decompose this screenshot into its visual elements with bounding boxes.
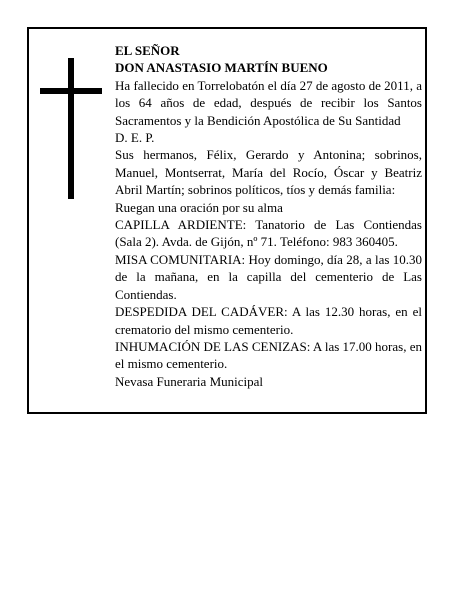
deceased-name: DON ANASTASIO MARTÍN BUENO [115,60,328,76]
inhumation-info: INHUMACIÓN DE LAS CENIZAS: A las 17.00 horas, en el mismo cementerio. [115,338,422,372]
funeral-home: Nevasa Funeraria Municipal [115,373,264,389]
chapel-info: CAPILLA ARDIENTE: Tanatorio de Las Contiendas (Sala 2). Avda. de Gijón, nº 71. Teléfono: 983 360405. [115,217,422,250]
mass-info: MISA COMUNITARIA: Hoy domingo, día 28, a las 10.30 de la mañana, en la capilla del cementerio de Las Contiendas. [115,251,422,302]
death-info: Ha fallecido en Torrelobatón el día 27 de agosto de 2011, a los 64 años de edad, después de recibir los Santos Sacramentos y la Bendición Apostólica de Su Santidad [115,77,422,128]
cross-icon-arm [40,88,102,94]
family-list: Sus hermanos, Félix, Gerardo y Antonina; sobrinos, Manuel, Montserrat, María del Rocío, Óscar y Beatriz Abril Martín; sobrinos políticos, tíos y demás familia: [115,147,422,198]
notice-text [115,42,422,390]
rip-text: D. E. P. [115,130,155,146]
cross-icon [68,58,74,199]
prayer-request: Ruegan una oración por su alma [115,199,283,215]
farewell-info: DESPEDIDA DEL CADÁVER: A las 12.30 horas, en el crematorio del mismo cementerio. [115,304,422,337]
obituary-notice [27,27,427,414]
notice-title: EL SEÑOR [115,43,180,58]
